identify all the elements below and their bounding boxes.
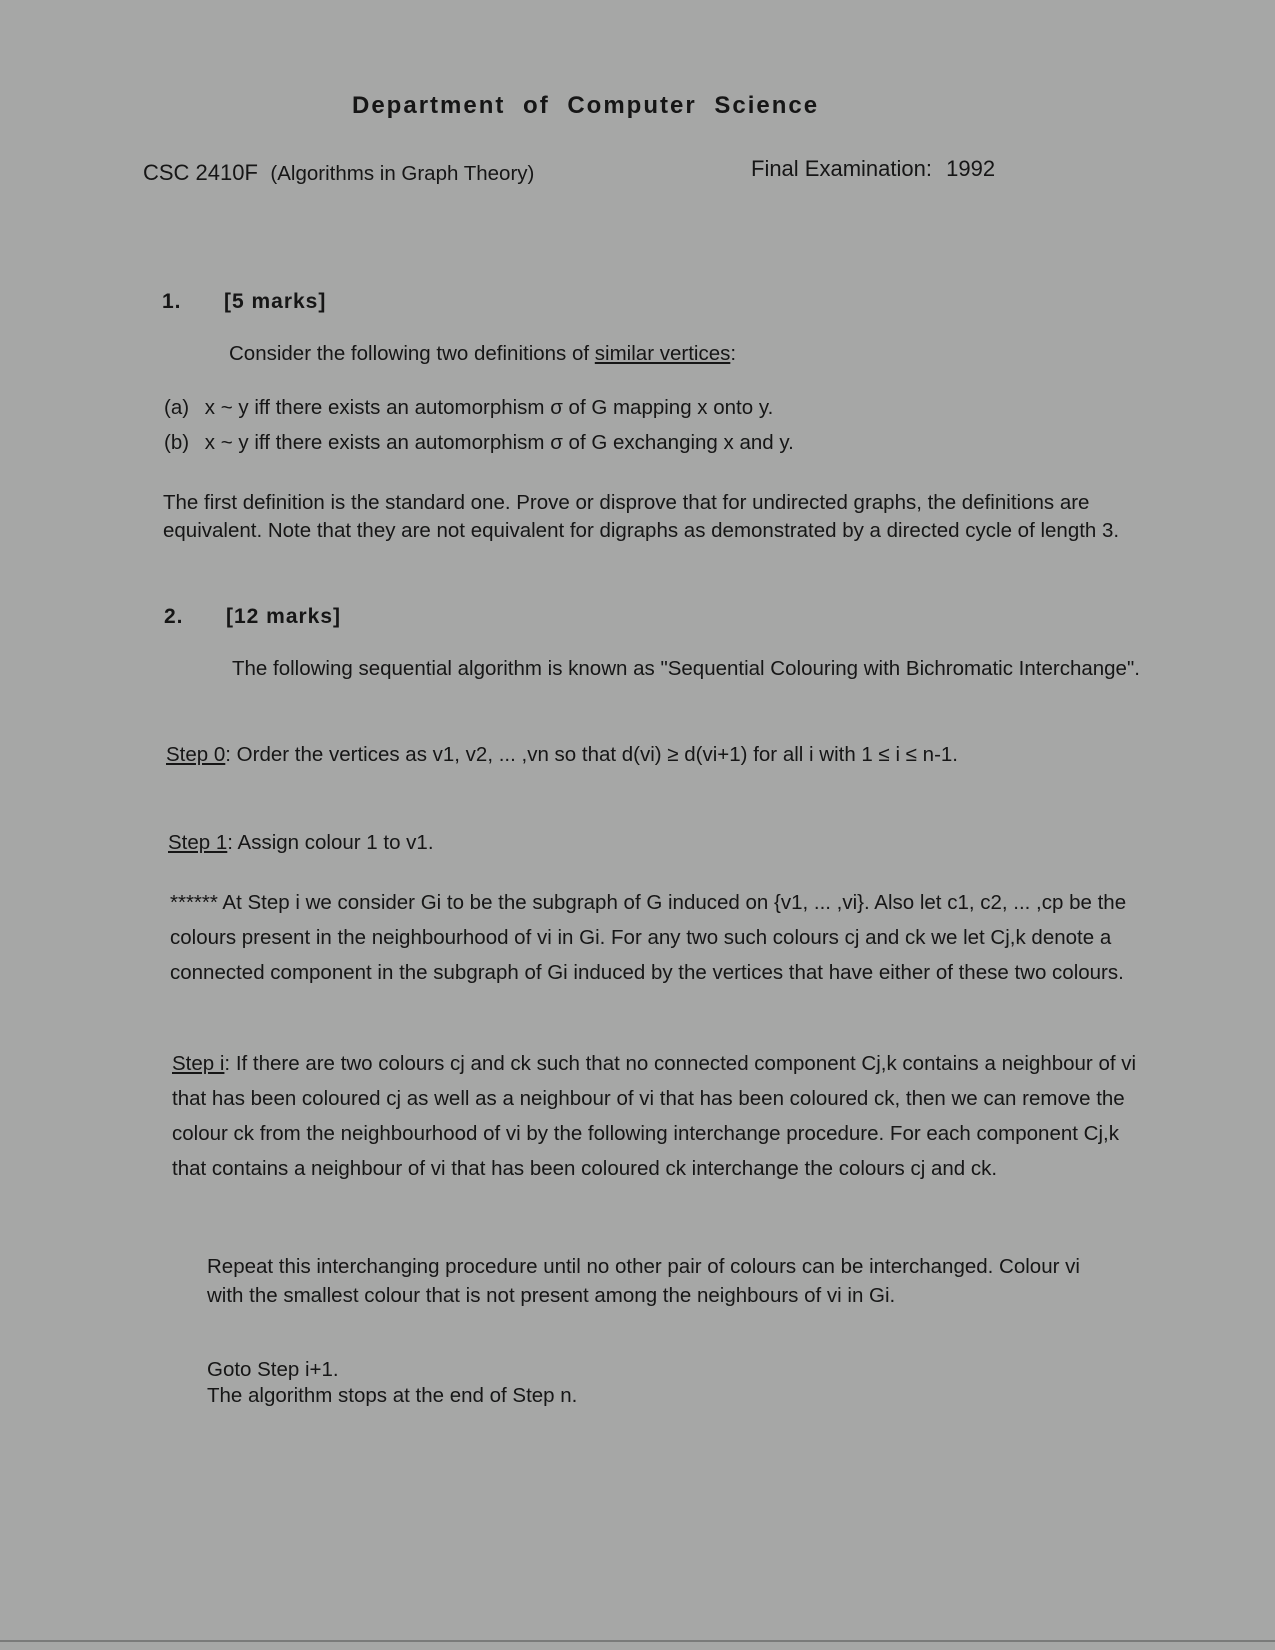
q2-step1: [168, 829, 434, 857]
q1-intro: [229, 340, 736, 368]
stepi-text: : If there are two colours cj and ck such that no connected component Cj,k contains a neighbour of vi that has been coloured cj as well as a neighbour of vi that has been coloured ck, then we can remove the colour ck from the neighbourhood of vi by the following interchange procedure. For each component Cj,k that contains a neighbour of vi that has been coloured ck interchange the colours cj and ck.: [172, 1052, 1137, 1180]
q2-header: [164, 605, 341, 629]
q2-stepi: [172, 1046, 1137, 1186]
q1-intro-text: Consider the following two definitions of: [229, 342, 590, 365]
q2-step0: [166, 738, 1126, 771]
step1-text: : Assign colour 1 to v1.: [227, 831, 434, 854]
q1-intro-term: similar vertices: [594, 342, 731, 365]
step0-text: : Order the vertices as v1, v2, ... ,vn so that d(vi) ≥ d(vi+1) for all i with 1 ≤ i ≤ n-1.: [225, 743, 958, 766]
def-a-label: (a): [164, 396, 190, 419]
q1-header: [162, 290, 326, 314]
q1-intro-after: :: [730, 342, 737, 365]
q1-body: The first definition is the standard one. Prove or disprove that for undirected graphs, the definitions are equivalent. Note that they are not equivalent for digraphs as demonstrated by a directed cycle of length 3.: [163, 491, 1120, 542]
q2-repeat: Repeat this interchanging procedure until no other pair of colours can be interchanged. Colour vi with the smallest colour that is not present among the neighbours of vi in Gi.: [207, 1255, 1080, 1307]
exam-year: 1992: [946, 156, 996, 181]
q2-goto: Goto Step i+1.: [207, 1358, 339, 1381]
q1-def-a: [164, 394, 773, 422]
step0-label: Step 0: [166, 743, 226, 766]
course-name: (Algorithms in Graph Theory): [270, 162, 535, 185]
q2-intro: The following sequential algorithm is known as "Sequential Colouring with Bichromatic Interchange".: [232, 657, 1140, 680]
def-b-text: x ~ y iff there exists an automorphism σ of G exchanging x and y.: [204, 431, 794, 454]
q1-def-b: [164, 429, 794, 457]
step1-label: Step 1: [168, 831, 228, 854]
def-b-label: (b): [164, 431, 190, 454]
page-bottom-edge: [0, 1640, 1275, 1642]
q2-marks: [12 marks]: [225, 605, 342, 628]
exam-label: Final Examination:: [751, 156, 932, 181]
q2-stops: The algorithm stops at the end of Step n.: [207, 1384, 578, 1407]
def-a-text: x ~ y iff there exists an automorphism σ of G mapping x onto y.: [204, 396, 774, 419]
q1-number: 1.: [162, 290, 182, 313]
stepi-label: Step i: [172, 1052, 225, 1075]
q1-marks: [5 marks]: [223, 290, 327, 313]
department-heading: Department of Computer Science: [352, 92, 820, 119]
course-code: CSC 2410F: [143, 160, 258, 185]
q2-note: ****** At Step i we consider Gi to be the subgraph of G induced on {v1, ... ,vi}. Also let c1, c2, ... ,cp be the colours present in the neighbourhood of vi in Gi. For any two such colours cj and ck we let Cj,k denote a connected component in the subgraph of Gi induced by the vertices that have either of these two colours.: [170, 891, 1127, 984]
course-line: [143, 160, 534, 188]
q2-number: 2.: [164, 605, 184, 628]
exam-line: [751, 156, 995, 182]
